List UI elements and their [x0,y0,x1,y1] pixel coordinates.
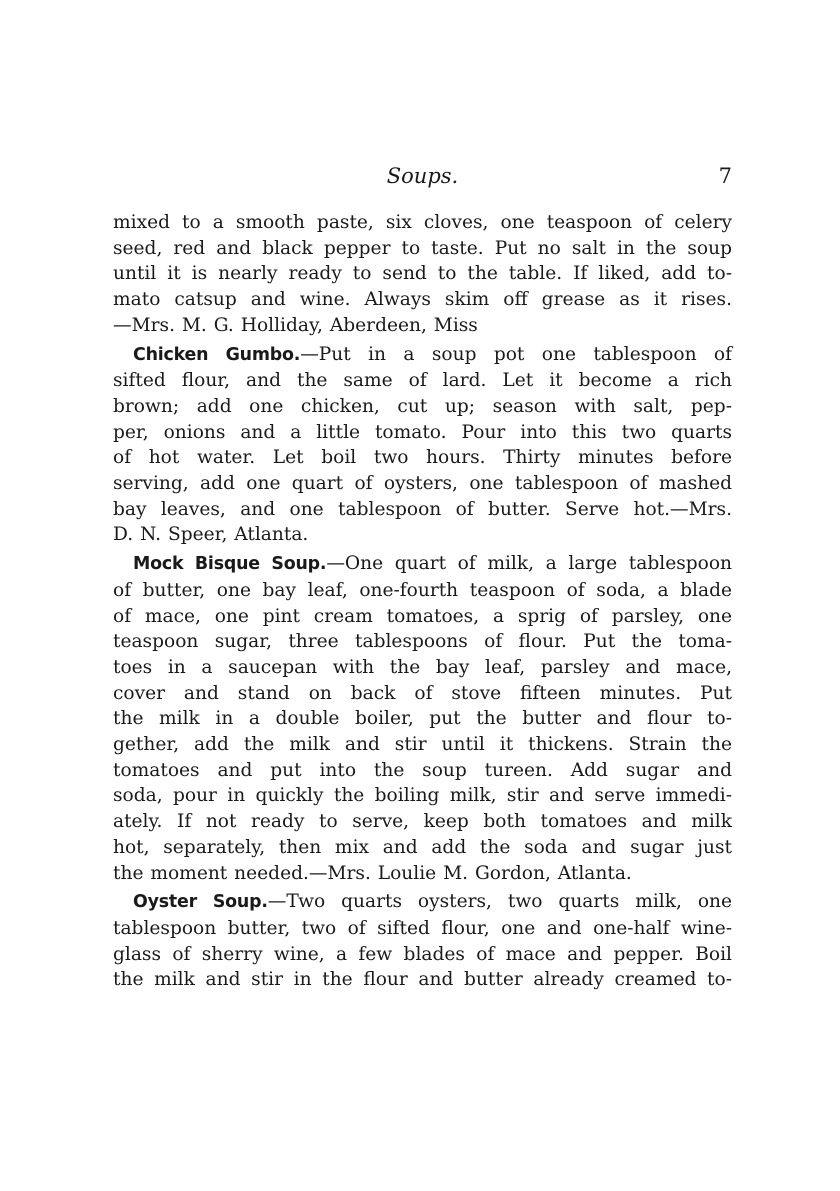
text-line: sifted flour, and the same of lard. Let it become a rich [113,370,732,392]
text-line: the milk and stir in the flour and butter already creamed to- [113,969,732,991]
text-line: mato catsup and wine. Always skim off grease as it rises. [113,289,732,311]
text-line: tablespoon butter, two of sifted flour, one and one-half wine- [113,917,732,939]
page-body [113,210,732,993]
recipe-heading: Mock Bisque Soup. [133,554,327,575]
text-line: toes in a saucepan with the bay leaf, parsley and mace, [113,656,732,678]
text-line-tail: —Two quarts oysters, two quarts milk, one [267,891,733,913]
recipe-oyster-soup [113,889,732,993]
recipe-chicken-gumbo [113,342,732,549]
text-line: mixed to a smooth paste, six cloves, one teaspoon of celery [113,212,732,233]
text-line [113,342,732,369]
text-line [113,551,732,578]
text-line-tail: —One quart of milk, a large tablespoon [326,553,733,575]
paragraph-continuation [113,210,732,339]
text-line: —Mrs. M. G. Holliday, Aberdeen, Miss [113,314,478,336]
text-line: serving, add one quart of oysters, one tablespoon of mashed [113,473,732,495]
text-line: cover and stand on back of stove fifteen minutes. Put [113,682,732,704]
text-line [113,889,732,916]
text-line: D. N. Speer, Atlanta. [113,524,309,546]
text-line: ately. If not ready to serve, keep both tomatoes and milk [113,811,732,833]
running-title: Soups. [386,164,459,188]
text-line: bay leaves, and one tablespoon of butter. Serve hot.—Mrs. [113,498,732,520]
text-line: tomatoes and put into the soup tureen. Add sugar and [113,759,732,781]
text-line: soda, pour in quickly the boiling milk, stir and serve immedi- [113,785,732,807]
recipe-heading: Chicken Gumbo. [133,344,301,365]
text-line: hot, separately, then mix and add the soda and sugar just [113,836,732,858]
text-line-tail: —Put in a soup pot one tablespoon of [300,343,732,365]
text-line: per, onions and a little tomato. Pour into this two quarts [113,421,732,443]
recipe-mock-bisque-soup [113,551,732,886]
text-line: of butter, one bay leaf, one-fourth teaspoon of soda, a blade [113,579,732,601]
text-line: brown; add one chicken, cut up; season with salt, pep- [113,395,732,417]
text-line: the moment needed.—Mrs. Loulie M. Gordon, Atlanta. [113,862,632,884]
text-line: teaspoon sugar, three tablespoons of flour. Put the toma- [113,631,732,653]
recipe-heading: Oyster Soup. [133,892,268,913]
text-line: of hot water. Let boil two hours. Thirty minutes before [113,447,732,469]
text-line: of mace, one pint cream tomatoes, a sprig of parsley, one [113,605,732,627]
text-line: until it is nearly ready to send to the table. If liked, add to- [113,263,732,285]
text-line: glass of sherry wine, a few blades of mace and pepper. Boil [113,943,732,965]
text-line: seed, red and black pepper to taste. Put no salt in the soup [113,237,732,259]
page-number: 7 [718,164,732,188]
text-line: gether, add the milk and stir until it thickens. Strain the [113,734,732,756]
text-line: the milk in a double boiler, put the butter and flour to- [113,708,732,730]
page-header [113,164,732,192]
